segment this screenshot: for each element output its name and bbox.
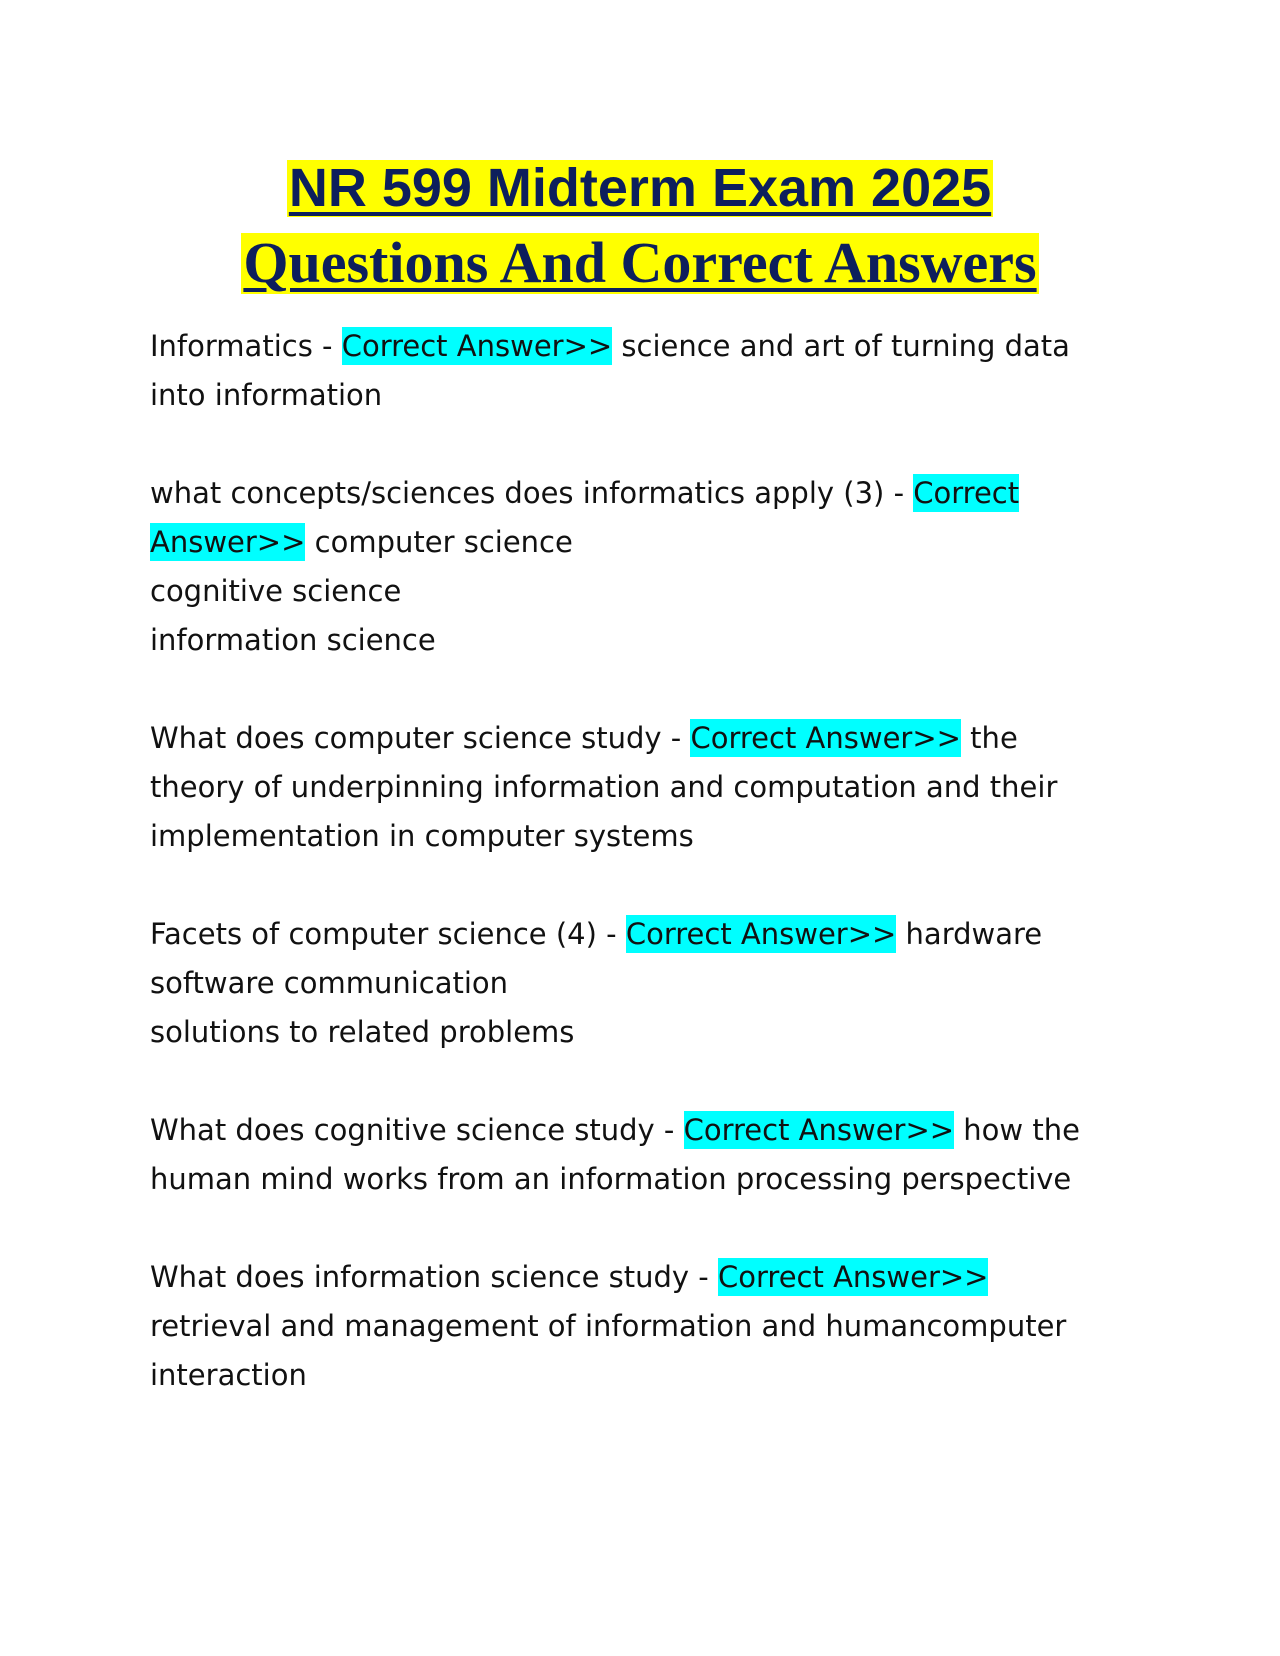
answer-marker: Correct Answer>>: [341, 329, 613, 363]
answer-marker: Correct Answer>>: [718, 1260, 989, 1294]
document-title: [0, 160, 1280, 294]
question-text: What does computer science study -: [150, 721, 691, 755]
answer-text: implementation in computer systems: [150, 819, 694, 853]
qa-line: [150, 469, 1140, 518]
qa-item: [150, 469, 1140, 665]
answer-text: computer science: [305, 525, 573, 559]
answer-text: cognitive science: [150, 574, 402, 608]
question-text: What does information science study -: [150, 1260, 718, 1294]
answer-text: into information: [150, 378, 383, 412]
title-line-1: NR 599 Midterm Exam 2025: [288, 158, 992, 218]
qa-line: [150, 1253, 1140, 1302]
qa-line: [150, 714, 1140, 763]
title-line-2: Questions And Correct Answers: [243, 229, 1037, 295]
qa-list: [150, 322, 1140, 1449]
question-text: Facets of computer science (4) -: [150, 917, 626, 951]
qa-line: [150, 910, 1140, 959]
answer-text: theory of underpinning information and computation and their: [150, 770, 1058, 804]
qa-item: [150, 1253, 1140, 1400]
question-text: Informatics -: [150, 329, 342, 363]
answer-text: information science: [150, 623, 436, 657]
answer-text: software communication: [150, 966, 509, 1000]
qa-item: [150, 714, 1140, 861]
qa-item: [150, 322, 1140, 420]
answer-text: human mind works from an information processing perspective: [150, 1162, 1072, 1196]
answer-marker: Correct Answer>>: [683, 1113, 955, 1147]
answer-marker: Correct: [913, 476, 1020, 510]
qa-line: [150, 1106, 1140, 1155]
qa-line: [150, 518, 1140, 567]
answer-text: science and art of turning data: [612, 329, 1070, 363]
answer-text: hardware: [896, 917, 1043, 951]
question-text: what concepts/sciences does informatics apply (3) -: [150, 476, 914, 510]
answer-text: interaction: [150, 1358, 307, 1392]
answer-text: how the: [954, 1113, 1080, 1147]
qa-item: [150, 910, 1140, 1057]
answer-marker: Answer>>: [150, 525, 306, 559]
question-text: What does cognitive science study -: [150, 1113, 684, 1147]
answer-marker: Correct Answer>>: [690, 721, 961, 755]
answer-marker: Correct Answer>>: [625, 917, 897, 951]
answer-text: retrieval and management of information and humancomputer: [150, 1309, 1067, 1343]
answer-text: solutions to related problems: [150, 1015, 575, 1049]
answer-text: the: [960, 721, 1018, 755]
qa-line: [150, 322, 1140, 371]
qa-item: [150, 1106, 1140, 1204]
